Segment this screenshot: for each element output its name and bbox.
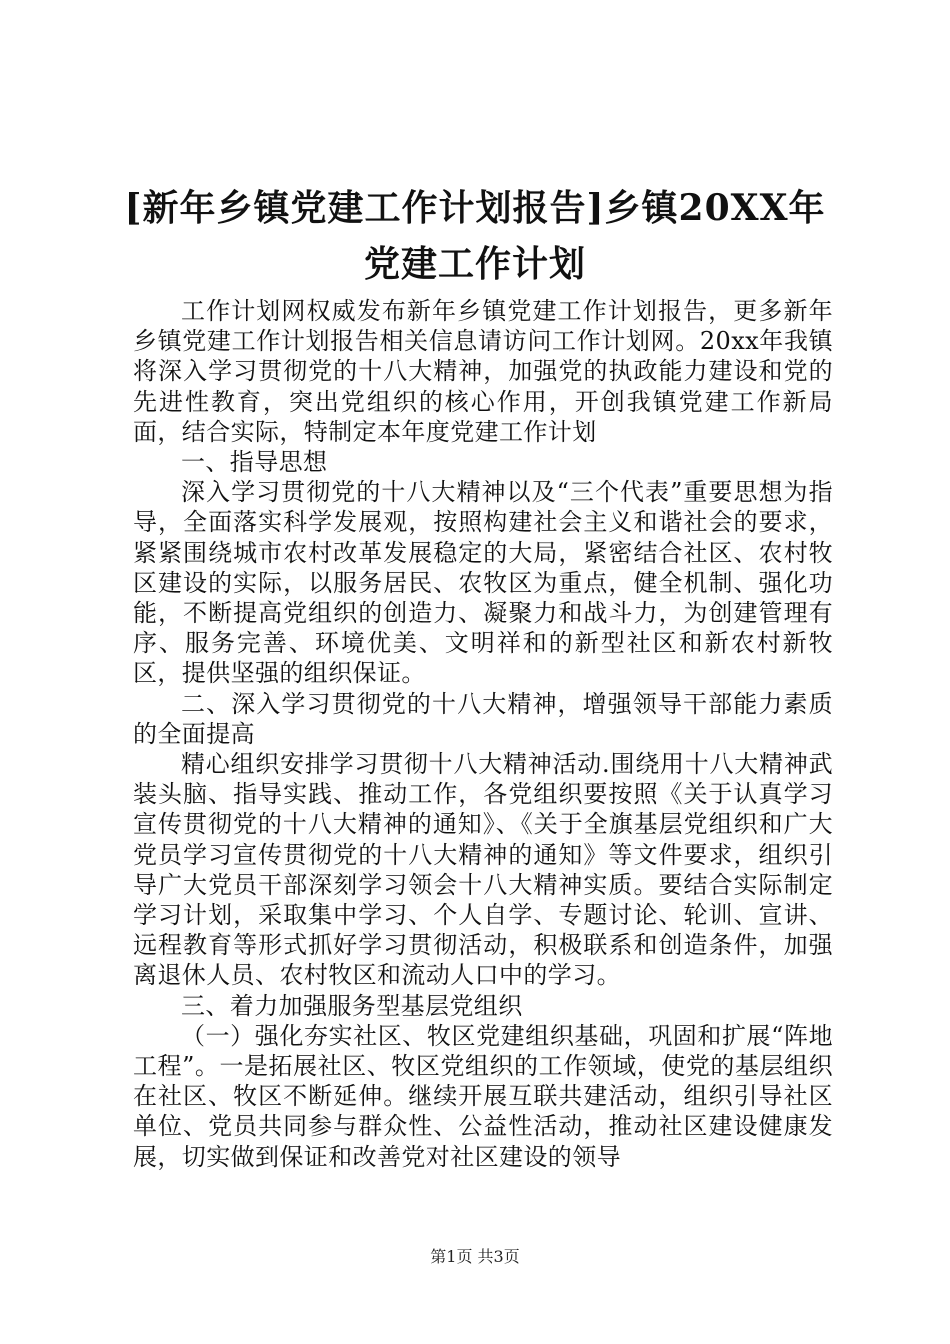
paragraph-service-party-org: （一）强化夯实社区、牧区党建组织基础，巩固和扩展“阵地工程”。一是拓展社区、牧区党组织的工作领域，使党的基层组织在社区、牧区不断延伸。继续开展互联共建活动，组织引导社区单位、党员共同参与群众性、公益性活动，推动社区建设健康发展，切实做到保证和改善党对社区建设的领导	[133, 1021, 833, 1171]
heading-guiding-ideology: 一、指导思想	[181, 448, 328, 477]
document-body	[133, 296, 833, 1172]
heading-service-party-org: 三、着力加强服务型基层党组织	[181, 991, 523, 1020]
page-footer: 第1页 共3页	[430, 1247, 520, 1266]
paragraph-study-spirit: 精心组织安排学习贯彻十八大精神活动.围绕用十八大精神武装头脑、指导实践、推动工作，各党组织要按照《关于认真学习宣传贯彻党的十八大精神的通知》、《关于全旗基层党组织和广大党员学习宣传贯彻党的十八大精神的通知》等文件要求，组织引导广大党员干部深刻学习领会十八大精神实质。要结合实际制定学习计划，采取集中学习、个人自学、专题讨论、轮训、宣讲、远程教育等形式抓好学习贯彻活动，积极联系和创造条件，加强离退休人员、农村牧区和流动人口中的学习。	[133, 750, 833, 990]
heading-study-spirit: 二、深入学习贯彻党的十八大精神，增强领导干部能力素质的全面提高	[133, 689, 833, 748]
paragraph-intro: 工作计划网权威发布新年乡镇党建工作计划报告，更多新年乡镇党建工作计划报告相关信息请访问工作计划网。20xx年我镇将深入学习贯彻党的十八大精神，加强党的执政能力建设和党的先进性教育，突出党组织的核心作用，开创我镇党建工作新局面，结合实际，特制定本年度党建工作计划	[133, 297, 833, 446]
document-title: [新年乡镇党建工作计划报告]乡镇20XX年党建工作计划	[124, 187, 826, 285]
paragraph-guiding-ideology: 深入学习贯彻党的十八大精神以及“三个代表”重要思想为指导，全面落实科学发展观，按照构建社会主义和谐社会的要求，紧紧围绕城市农村改革发展稳定的大局，紧密结合社区、农村牧区建设的实际，以服务居民、农牧区为重点，健全机制、强化功能，不断提高党组织的创造力、凝聚力和战斗力，为创建管理有序、服务完善、环境优美、文明祥和的新型社区和新农村新牧区，提供坚强的组织保证。	[133, 478, 833, 688]
